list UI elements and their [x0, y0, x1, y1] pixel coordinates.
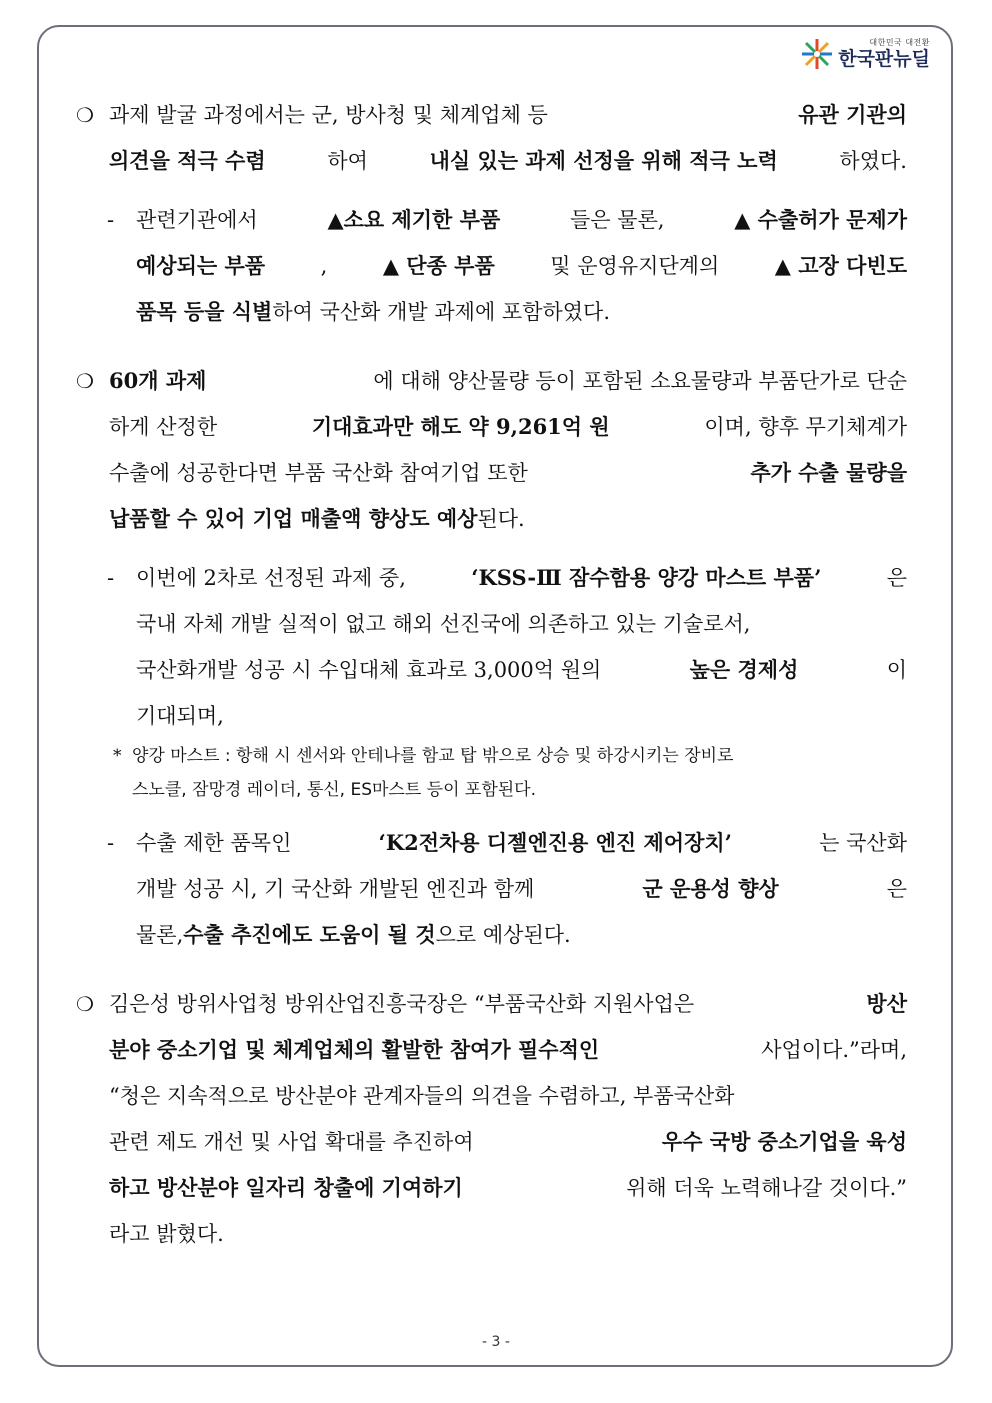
- text-line: 관련 제도 개선 및 사업 확대를 추진하여 우수 국방 중소기업을 육성: [109, 1129, 907, 1154]
- text-line: 관련기관에서 ▲소요 제기한 부품 들은 물론, ▲ 수출허가 문제가: [136, 207, 907, 232]
- paragraph-2-sub-b: [136, 820, 907, 958]
- paragraph-2: [109, 358, 907, 542]
- paragraph-3: [109, 981, 907, 1257]
- text-line: 이번에 2차로 선정된 과제 중, ‘KSS-Ⅲ 잠수함용 양강 마스트 부품’ 은: [136, 565, 907, 590]
- logo-title: 한국판뉴딜: [838, 48, 930, 70]
- text-line: 품목 등을 식별 하여 국산화 개발 과제에 포함하였다.: [136, 299, 611, 324]
- text-line: 분야 중소기업 및 체계업체의 활발한 참여가 필수적인 사업이다.”라며,: [109, 1037, 907, 1062]
- logo-subtitle: 대한민국 대전환: [869, 38, 930, 47]
- dash-marker: -: [107, 566, 115, 590]
- text-line: “청은 지속적으로 방산분야 관계자들의 의견을 수렴하고, 부품국산화: [109, 1084, 735, 1108]
- text-line: 수출 제한 품목인 ‘K2전차용 디젤엔진용 엔진 제어장치’ 는 국산화: [136, 830, 907, 855]
- paragraph-1: [109, 92, 907, 184]
- footnote-line: 스노클, 잠망경 레이더, 통신, ES마스트 등이 포함된다.: [132, 780, 537, 800]
- bullet-circle-icon: ❍: [76, 369, 94, 393]
- text-line: 의견을 적극 수렴 하여 내실 있는 과제 선정을 위해 적극 노력 하였다.: [109, 148, 907, 173]
- footnote-marker: *: [113, 746, 122, 766]
- text-line: 국산화개발 성공 시 수입대체 효과로 3,000억 원의 높은 경제성 이: [136, 657, 907, 682]
- text-line: 김은성 방위사업청 방위산업진흥국장은 “부품국산화 지원사업은 방산: [109, 991, 907, 1016]
- korean-new-deal-logo-icon: [800, 37, 834, 71]
- text-line: 하게 산정한 기대효과만 해도 약 9,261억 원 이며, 향후 무기체계가: [109, 414, 907, 439]
- footnote: [132, 739, 920, 807]
- footnote-line: 양강 마스트 : 항해 시 센서와 안테나를 함교 탑 밖으로 상승 및 하강시키는 장비로: [132, 746, 734, 766]
- dash-marker: -: [107, 208, 115, 232]
- logo: [800, 36, 930, 72]
- bullet-circle-icon: ❍: [76, 992, 94, 1016]
- paragraph-2-sub-a: [136, 555, 907, 739]
- paragraph-1-sub: [136, 197, 907, 335]
- text-line: 납품할 수 있어 기업 매출액 향상도 예상 된다.: [109, 506, 525, 531]
- page-number: - 3 -: [482, 1334, 510, 1350]
- text-line: 예상되는 부품 , ▲ 단종 부품 및 운영유지단계의 ▲ 고장 다빈도: [136, 253, 907, 278]
- text-line: 라고 밝혔다.: [109, 1222, 224, 1246]
- text-line: 하고 방산분야 일자리 창출에 기여하기 위해 더욱 노력해나갈 것이다.”: [109, 1175, 907, 1200]
- text-line: 수출에 성공한다면 부품 국산화 참여기업 또한 추가 수출 물량을: [109, 460, 907, 485]
- bullet-circle-icon: ❍: [76, 103, 94, 127]
- text-line: 개발 성공 시, 기 국산화 개발된 엔진과 함께 군 운용성 향상 은: [136, 876, 907, 901]
- text-line: 물론, 수출 추진에도 도움이 될 것 으로 예상된다.: [136, 922, 571, 947]
- dash-marker: -: [107, 831, 115, 855]
- text-line: 과제 발굴 과정에서는 군, 방사청 및 체계업체 등 유관 기관의: [109, 102, 907, 127]
- text-line: 60개 과제 에 대해 양산물량 등이 포함된 소요물량과 부품단가로 단순: [109, 368, 907, 393]
- text-line: 기대되며,: [136, 704, 224, 728]
- text-line: 국내 자체 개발 실적이 없고 해외 선진국에 의존하고 있는 기술로서,: [136, 612, 751, 636]
